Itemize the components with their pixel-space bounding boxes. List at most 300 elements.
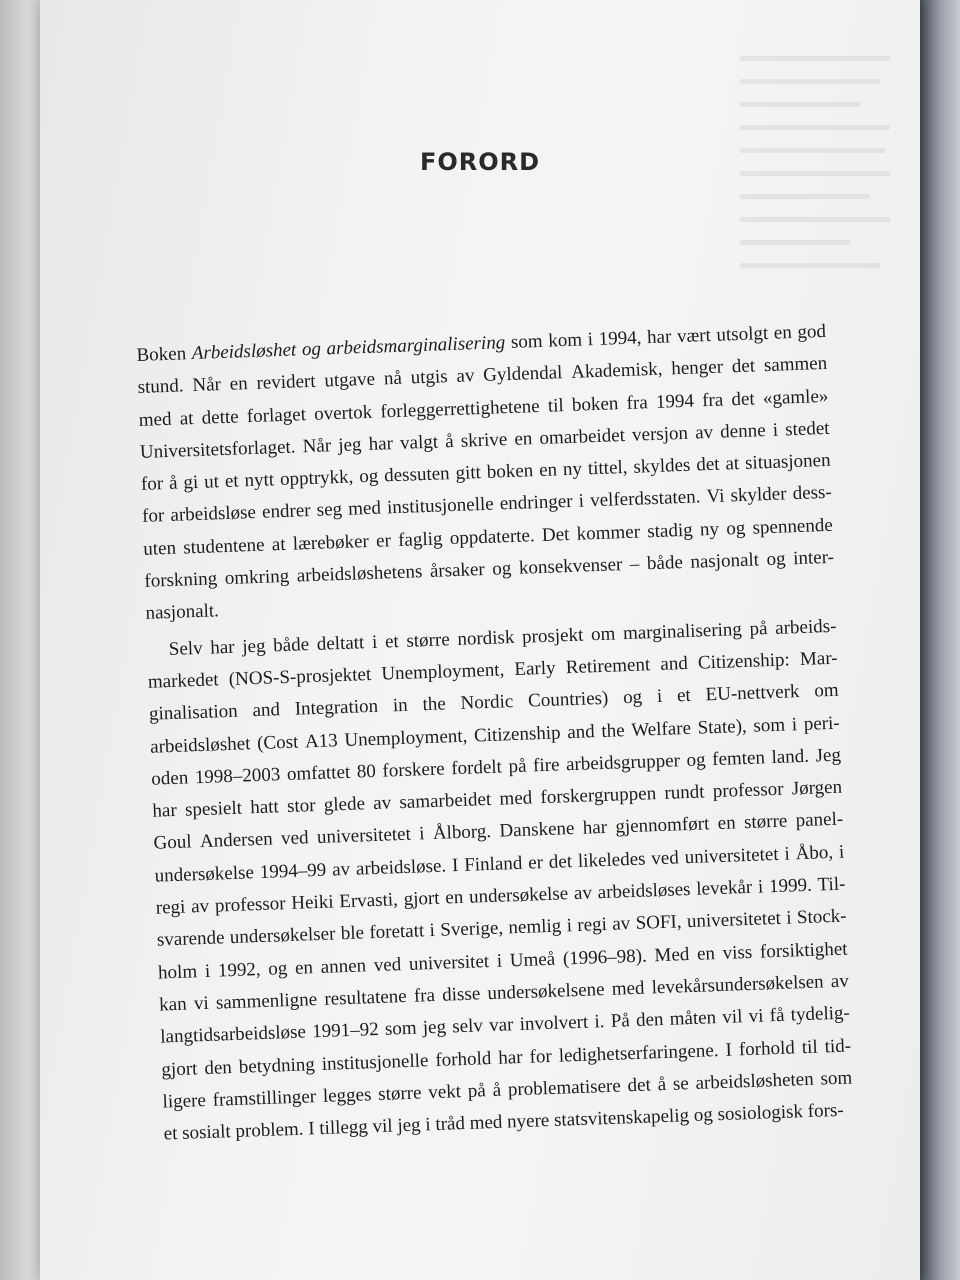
word: dess- [792,482,833,505]
word: kom [547,329,583,352]
word: ved [280,827,309,850]
word: regi [155,896,186,919]
word: 80 [356,760,377,783]
word: få [769,1005,785,1027]
word: glede [323,793,366,816]
word: Når [302,435,332,458]
word: en [538,459,558,482]
word: og [358,465,379,488]
word: større [377,1082,422,1105]
word: endrer [261,500,311,524]
word: universitetet [684,843,779,868]
word: studentene [182,534,265,559]
word: er [375,530,392,552]
word: I [307,1118,315,1140]
word: sosialt [181,1121,232,1144]
word: i [791,713,798,735]
word: Early [514,657,556,680]
word: Åbo, [795,841,834,865]
word: Mar- [799,647,838,670]
word: å [168,472,178,495]
word: en [717,812,737,835]
word: faglig [397,528,443,551]
word: levekår [695,876,753,900]
word: in [392,695,409,717]
word: med [611,977,645,1000]
word: forskning [144,568,218,592]
word: (1996–98). [562,945,648,970]
word: oppdaterte. [449,524,536,549]
word: den [635,1009,664,1032]
word: i. [594,1011,605,1033]
word: forhold [435,1047,492,1071]
word: peri- [803,712,840,735]
word: vi [748,1005,764,1028]
word: Stock- [796,905,847,929]
word: levekårsundersøkelsen [651,971,824,999]
word: marginalisering [622,618,743,644]
word: universitetet [686,908,782,933]
word: professor [712,778,784,803]
word: viss [722,941,753,964]
word: er [527,851,544,874]
word: ny [562,458,583,481]
word: likeledes [577,848,646,872]
word: I [725,1039,733,1061]
word: Integration [294,696,379,720]
word: oden [150,767,189,790]
word: arbeidsløshetens [296,561,423,587]
word: sammenligne [215,989,318,1014]
word: i [838,841,845,863]
word: Sverige, [439,917,504,942]
word: og [301,338,322,361]
word: 1999. [768,874,813,898]
word: arbeidsløse [170,502,257,527]
word: ny [699,518,720,541]
word: nytt [244,469,275,492]
word: at [179,407,194,430]
word: jeg [337,434,362,456]
word: utsolgt [716,322,769,346]
book-page [40,0,920,1280]
word: rundt [664,781,705,804]
word: valgt [399,431,439,454]
word: 1994, [598,327,642,350]
word: fra [701,389,724,411]
word: forlaget [246,403,307,427]
word: jeg [397,1114,421,1137]
word: forhold [738,1036,796,1060]
word: fra [413,984,436,1007]
word: omkring [224,565,290,590]
word: fordelt [450,756,503,780]
word: av [694,421,714,444]
word: både [646,552,684,575]
word: om [590,623,616,645]
word: stedet [784,417,830,441]
word: Nordic [460,691,514,715]
word: og [693,1104,714,1127]
word: På [610,1010,631,1033]
word: for [140,473,164,496]
word: at [725,453,740,475]
word: arbeidsløsheten [695,1068,815,1094]
word: dette [201,406,239,429]
word: langtidsarbeidsløse [159,1021,307,1048]
word: institusjonelle [321,1049,429,1075]
word: av [372,792,392,815]
word: Umeå [509,948,556,971]
word: et [384,630,400,653]
word: and [252,699,281,722]
word: arbeidsgrupper [565,750,681,776]
word: skrive [460,429,508,452]
word: arbeids- [774,615,837,639]
word: og [686,749,706,771]
word: for [141,505,165,528]
word: Selv [168,637,203,660]
word: ble [340,922,365,945]
word: en [444,886,464,909]
word: EU-nettverk [705,681,800,706]
word: nemlig [508,915,562,939]
word: overtok [313,401,373,425]
word: Gyldendal [482,362,563,387]
word: versjon [631,422,689,446]
word: I [451,854,459,877]
word: foretatt [369,920,425,944]
word: revidert [256,371,316,395]
word: i [204,960,211,982]
word: i [496,950,503,972]
word: forleggerrettighetene [380,395,540,423]
word: til [547,394,565,417]
word: av [611,913,631,936]
word: det [731,355,756,378]
word: en [773,322,793,344]
word: 1992, [217,958,261,982]
word: utgave [324,368,376,392]
word: i [772,419,779,441]
word: spennende [752,514,834,539]
word: ved [650,847,680,870]
word: Når [192,374,222,397]
word: med [469,1111,503,1134]
word: og [622,686,643,709]
word: Universitetsforlaget. [139,436,296,463]
word: vekt [427,1080,462,1104]
word: undersøkelse [154,861,255,887]
word: denne [719,419,766,443]
word: et [224,470,239,493]
word: markedet [147,669,219,693]
word: tittel, [587,457,628,480]
word: fra [626,391,649,414]
word: forskere [382,758,446,782]
word: i [424,1114,431,1136]
word: seg [316,499,343,522]
word: gjort [161,1057,198,1081]
word: utgis [410,366,448,389]
word: dessuten [383,463,450,487]
word: vært [676,324,712,348]
word: 1994 [655,390,695,413]
word: vi [193,992,210,1015]
word: det [695,453,720,476]
word: i [429,920,436,942]
word: gjort [403,887,440,911]
word: Countries) [527,688,609,712]
word: som [820,1067,853,1090]
word: professor [214,893,286,917]
word: i [757,876,764,898]
word: universitetet [316,824,412,849]
word: på [467,1080,487,1102]
word: i [784,843,791,865]
word: nasjonalt [690,549,760,573]
word: stor [286,795,316,818]
word: Andersen [199,828,274,853]
word: disse [441,983,481,1006]
word: måten [669,1007,717,1031]
word: jeg [422,1016,447,1039]
word: god [797,320,827,343]
word: Med [654,943,690,966]
word: forskergruppen [540,783,657,809]
word: «gamle» [762,385,829,409]
word: av [331,858,351,881]
word: uten [142,537,177,560]
word: velferdsstaten. [589,486,701,512]
word: (Cost [256,731,299,754]
word: undersøkelse [468,883,569,908]
word: State), [697,715,748,739]
word: selv [451,1015,484,1038]
word: Arbeidsløshet [191,339,297,365]
word: (NOS-S-prosjektet [228,663,372,690]
word: det [627,1074,652,1097]
word: Jeg [815,744,842,767]
word: av [190,895,210,918]
word: Heiki [290,891,334,914]
word: på [749,617,768,640]
word: betydning [238,1053,316,1078]
word: i [371,631,378,653]
word: the [601,719,625,742]
word: arbeidsløshet [149,732,251,758]
word: fors- [807,1099,844,1123]
word: Unemployment, [344,725,468,751]
word: 1994–99 [259,859,327,883]
word: annen [320,954,367,978]
word: og [725,517,746,540]
word: 1991–92 [311,1019,379,1043]
word: av [573,882,593,905]
word: som [384,1017,417,1040]
word: Citizenship: [697,649,791,674]
word: i [587,329,594,351]
word: det [548,850,573,873]
word: både [272,633,310,657]
word: og [766,548,786,571]
word: regi [577,914,608,937]
word: med [138,408,172,431]
word: henger [670,356,724,380]
word: – [629,553,640,575]
word: på [508,755,527,778]
word: Ålborg. [432,821,492,845]
word: i [566,915,573,937]
word: og [267,957,288,980]
word: prosjekt [521,624,584,648]
word: å [444,430,455,453]
word: større [743,811,788,834]
word: Retirement [565,654,651,679]
word: nordisk [457,626,515,650]
word: Jørgen [791,776,843,800]
word: involvert [519,1011,589,1036]
word: holm [157,960,198,984]
word: å [657,1073,667,1096]
word: en [514,428,533,450]
word: fire [532,754,560,777]
word: i [578,490,585,513]
word: den [204,1056,233,1079]
word: Goul [153,831,192,855]
word: var [488,1014,514,1037]
word: en [229,373,249,396]
word: omfattet [286,761,351,785]
word: i [785,907,792,929]
word: Danskene [499,818,575,843]
word: Vi [706,486,725,508]
word: Akademisk, [570,358,663,384]
word: svarende [156,927,225,951]
word: kommer [576,521,641,545]
word: opptrykk, [279,466,354,491]
word: har [209,636,235,659]
word: Det [541,523,570,546]
word: legges [322,1084,372,1107]
word: med [347,498,382,521]
word: og [491,558,512,580]
word: årsaker [429,559,486,582]
word: problem. [235,1118,304,1143]
word: deltatt [316,631,365,655]
word: situasjonen [744,450,831,474]
word: nasjonalt. [145,600,220,625]
word: statsvitenskapelig [553,1105,690,1132]
word: Finland [463,852,523,876]
word: Citizenship [473,721,561,747]
word: ginalisation [148,700,239,726]
word: forsiktighet [759,938,848,963]
word: land. [771,745,810,768]
word: ut [203,471,220,493]
word: tid- [824,1035,852,1057]
word: Ervasti, [338,889,399,913]
word: konsekvenser [518,554,623,579]
word: i [656,686,663,708]
word: med [499,787,533,810]
word: om [813,679,839,702]
word: framstillinger [212,1086,317,1111]
word: Boken [136,343,187,366]
word: inter- [792,546,835,570]
word: universitet [408,950,490,975]
word: arbeidsmarginalisering [326,332,506,360]
word: ledighetserfaringene. [558,1039,719,1067]
body-text [136,316,854,1151]
word: av [830,970,850,993]
word: ligere [162,1089,207,1113]
word: tillegg [318,1116,369,1140]
word: for [529,1045,553,1068]
word: skyldes [633,454,691,478]
word: boken [486,460,534,484]
word: samarbeidet [399,789,492,814]
word: undersøkelsene [487,978,605,1005]
word: Welfare [630,717,692,741]
word: hatt [249,796,280,819]
word: SOFI, [635,911,682,935]
word: femten [711,747,766,771]
word: jeg [241,635,266,658]
page-title: FORORD [419,148,541,176]
word: et [163,1123,178,1145]
word: som [753,714,786,737]
word: til [801,1036,819,1058]
word: i [418,823,425,845]
word: undersøkelser [229,923,336,949]
word: har [152,800,178,822]
word: lærebøker [292,530,370,555]
word: and [659,652,689,675]
word: 1998–2003 [194,764,281,789]
word: panel- [795,809,844,832]
word: nyere [506,1110,550,1133]
word: gitt [455,462,482,485]
word: arbeidsløses [597,879,691,904]
word: har [497,1046,523,1069]
word: av [456,365,475,388]
word: har [582,817,608,840]
word: gi [183,472,199,494]
word: sosiologisk [717,1101,804,1126]
word: det [731,388,756,410]
word: institusjonelle [386,494,495,519]
word: større [406,628,451,652]
word: boken [571,392,619,416]
word: stund. [137,375,184,399]
word: har [368,432,394,455]
word: ved [373,953,402,976]
word: nå [383,368,403,390]
word: Til- [817,873,846,896]
word: arbeidsløse. [355,855,447,880]
word: har [646,326,672,349]
word: omarbeidet [539,424,626,449]
word: stadig [646,519,694,543]
word: resultatene [324,985,408,1010]
word: problematisere [507,1075,622,1101]
word: spesielt [184,797,243,821]
word: en [294,956,314,979]
word: kan [158,993,188,1016]
word: Unemployment, [381,659,505,685]
word: en [696,942,716,965]
